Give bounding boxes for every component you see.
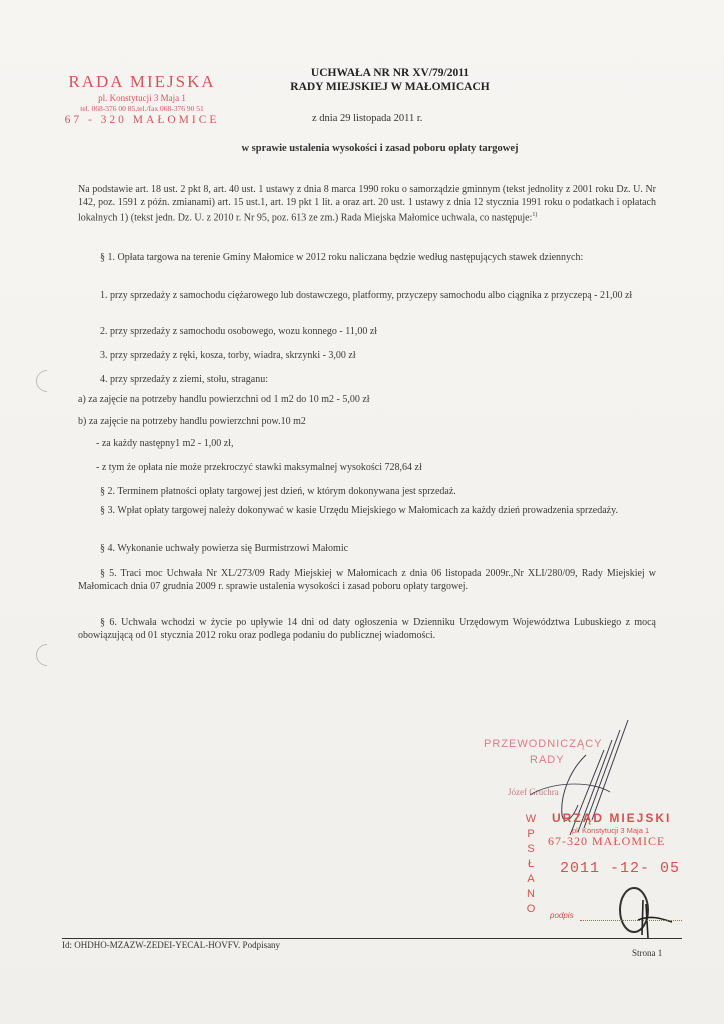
- section-5: § 5. Traci moc Uchwała Nr XL/273/09 Rady Miejskiej w Małomicach z dnia 06 listopada 2009r.,Nr XLI/280/09, Rady Miejskiej w Małomicach dnia 07 grudnia 2009 r. sprawie ustalenia wysokości i zasad poboru opłaty targowej.: [78, 568, 656, 592]
- stamp-letter: P: [527, 828, 535, 840]
- item-4b: b) za zajęcie na potrzeby handlu powierzchni pow.10 m2: [78, 416, 306, 427]
- chairman-name: Józef Gruchra: [508, 787, 559, 797]
- chairman-title: PRZEWODNICZĄCY: [484, 738, 603, 750]
- vertical-stamp-letters: [524, 812, 538, 917]
- item-2: 2. przy sprzedaży z samochodu osobowego, wozu konnego - 11,00 zł: [100, 326, 378, 337]
- stamp-phone: tel. 068-376 00 85,tel./fax 068-376 90 51: [80, 104, 204, 113]
- stamp-letter: O: [526, 903, 536, 915]
- council-stamp: [42, 72, 242, 126]
- item-4: 4. przy sprzedaży z ziemi, stołu, straganu:: [100, 374, 268, 385]
- intro-text: Na podstawie art. 18 ust. 2 pkt 8, art. 40 ust. 1 ustawy z dnia 8 marca 1990 roku o samorządzie gminnym (tekst jednolity z 2001 roku Dz. U. Nr 142, poz. 1591 z późn. zmianami) art. 15 ust.1, art. 19 pkt 1 lit. a oraz art. 20 ust. 1 ustawy z dnia 12 stycznia 1991 roku o podatkach i opłatach lokalnych 1) (tekst jedn. Dz. U. z 2010 r. Nr 95, poz. 613 ze zm.) Rada Miejska Małomice uchwala, co następuje:: [78, 184, 656, 224]
- punch-hole: [31, 365, 62, 396]
- resolution-date: z dnia 29 listopada 2011 r.: [312, 113, 423, 124]
- stamp-letter: Ł: [527, 858, 535, 870]
- resolution-header: [260, 66, 520, 94]
- item-4a: a) za zajęcie na potrzeby handlu powierzchni od 1 m2 do 10 m2 - 5,00 zł: [78, 394, 370, 405]
- stamp-street: pl. Konstytucji 3 Maja 1: [98, 93, 186, 103]
- section-4: § 4. Wykonanie uchwały powierza się Burmistrzowi Małomic: [100, 543, 349, 554]
- section-6: § 6. Uchwała wchodzi w życie po upływie 14 dni od daty ogłoszenia w Dzienniku Urzędowym Województwa Lubuskiego z mocą obowiązującą od 01 stycznia 2012 roku oraz podlega podaniu do publicznej wiadomości.: [78, 617, 656, 641]
- stamp-letter: S: [527, 843, 535, 855]
- received-date-stamp: 2011 -12- 05: [560, 860, 681, 877]
- council-name: RADY MIEJSKIEJ W MAŁOMICACH: [290, 81, 490, 93]
- intro-footnote-mark: 1): [532, 212, 538, 218]
- podpis-line: [580, 920, 682, 921]
- item-4b-rate: - za każdy następny1 m2 - 1,00 zł,: [96, 438, 234, 449]
- item-1: 1. przy sprzedaży z samochodu ciężarowego lub dostawczego, platformy, przyczepy samochodu albo ciągnika z przyczepą - 21,00 zł: [100, 290, 633, 301]
- office-stamp-title: URZĄD MIEJSKI: [552, 811, 672, 825]
- office-stamp-address: pl. Konstytucji 3 Maja 1: [572, 826, 650, 835]
- document-id: Id: OHDHO-MZAZW-ZEDEI-YECAL-HOVFV. Podpisany: [62, 940, 281, 950]
- stamp-letter: A: [527, 873, 535, 885]
- stamp-letter: N: [527, 888, 535, 900]
- section-1: § 1. Opłata targowa na terenie Gminy Małomice w 2012 roku naliczana będzie według następujących stawek dziennych:: [100, 252, 584, 263]
- section-3: § 3. Wpłat opłaty targowej należy dokonywać w kasie Urzędu Miejskiego w Małomicach za każdy dzień prowadzenia sprzedaży.: [100, 505, 618, 516]
- chairman-council: RADY: [530, 754, 565, 766]
- punch-hole: [31, 639, 62, 670]
- footer-divider: [62, 938, 682, 939]
- intro-paragraph: [78, 184, 656, 225]
- podpis-label: podpis: [550, 911, 574, 920]
- resolution-number: UCHWAŁA NR NR XV/79/2011: [310, 67, 470, 79]
- page-number: Strona 1: [632, 948, 663, 958]
- stamp-letter: W: [525, 813, 537, 825]
- stamp-title: RADA MIEJSKA: [68, 72, 216, 91]
- section-2: § 2. Terminem płatności opłaty targowej jest dzień, w którym dokonywana jest sprzedaż.: [100, 486, 456, 497]
- resolution-subject: w sprawie ustalenia wysokości i zasad poboru opłaty targowej: [241, 143, 519, 154]
- item-3: 3. przy sprzedaży z ręki, kosza, torby, wiadra, skrzynki - 3,00 zł: [100, 350, 356, 361]
- stamp-city: 67 - 320 MAŁOMICE: [64, 114, 220, 126]
- item-4b-limit: - z tym że opłata nie może przekroczyć stawki maksymalnej wysokości 728,64 zł: [96, 462, 422, 473]
- office-stamp-city: 67-320 MAŁOMICE: [548, 834, 666, 848]
